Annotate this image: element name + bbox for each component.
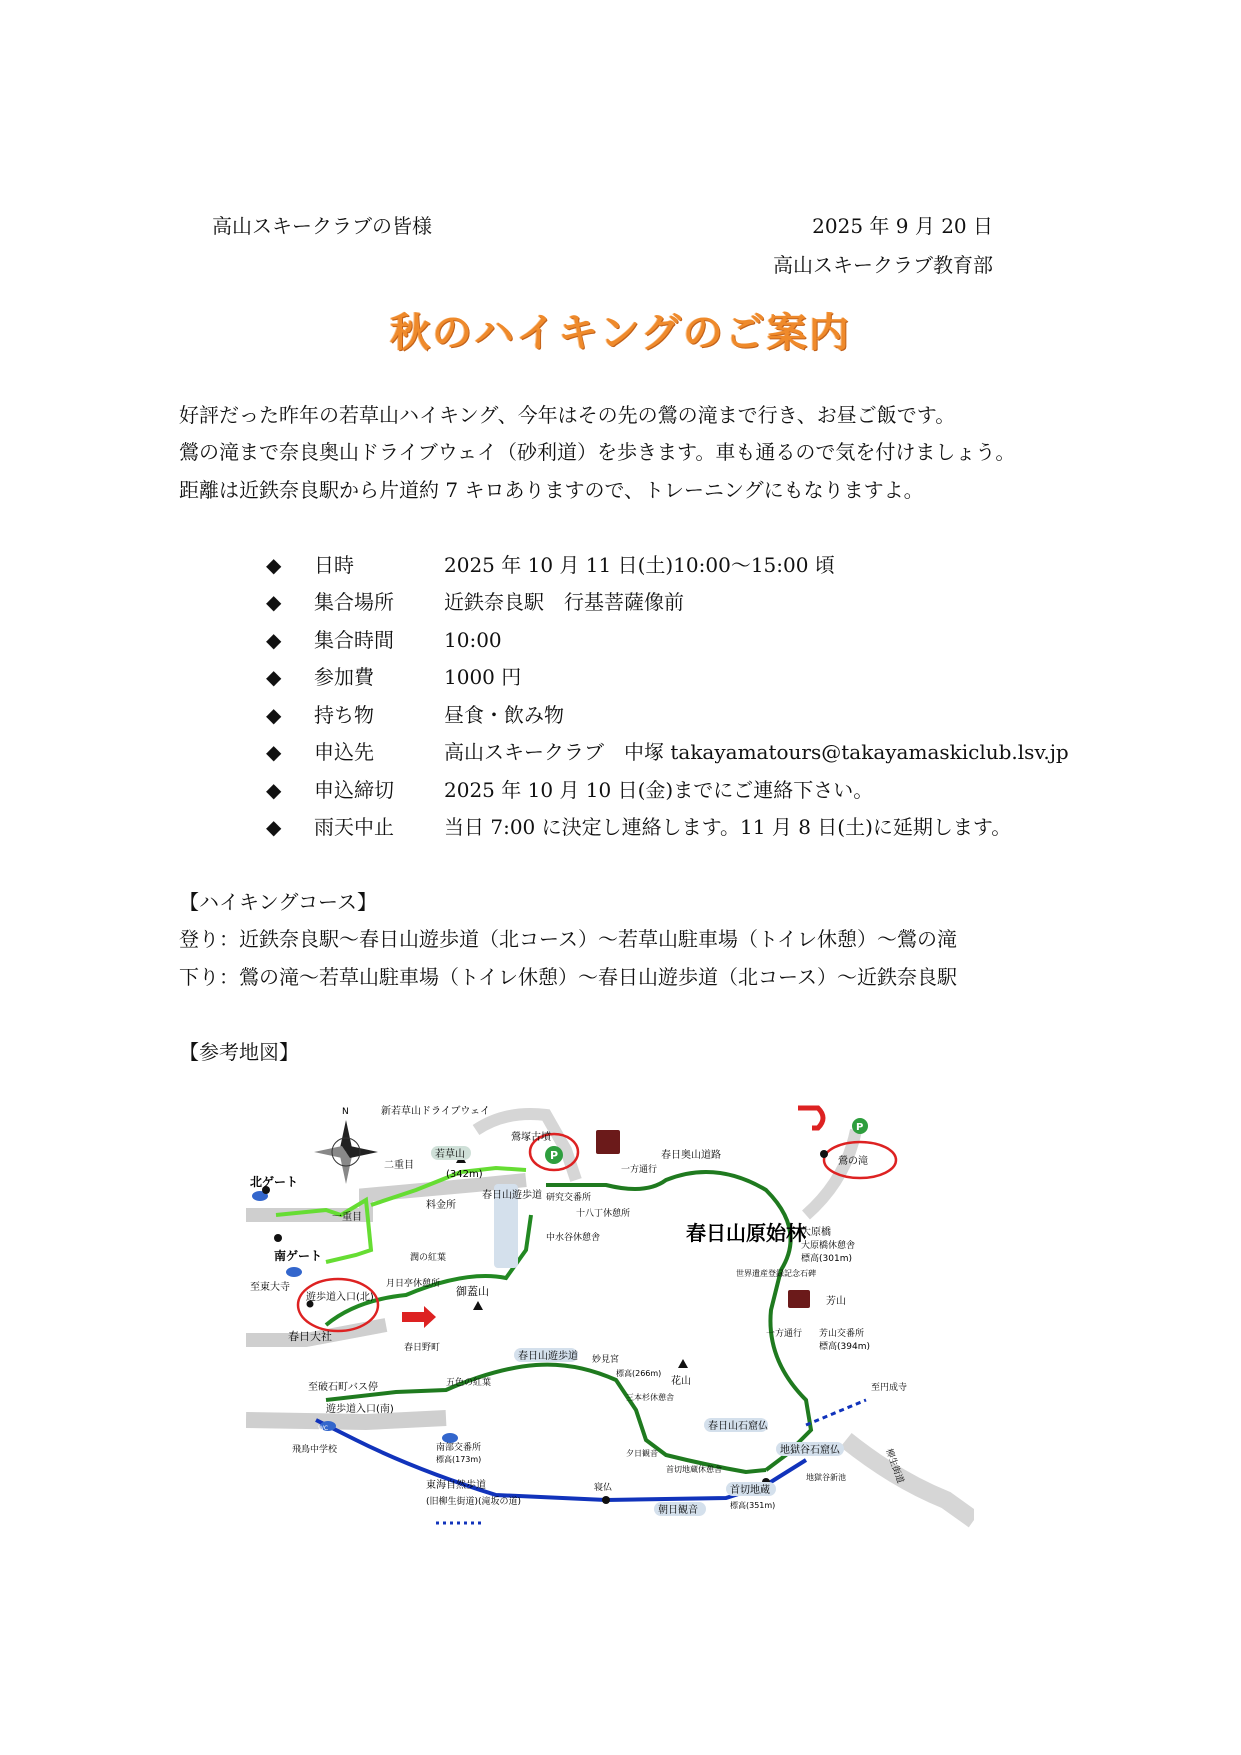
detail-label: 集合場所 — [314, 590, 394, 614]
map-label: 標高(394m) — [819, 1342, 870, 1352]
map-label: 春日奥山道路 — [661, 1150, 721, 1161]
map-label: 世界遺産登録記念石碑 — [736, 1269, 816, 1278]
recipient: 高山スキークラブの皆様 — [212, 214, 432, 238]
map-label: 地獄谷新池 — [806, 1473, 846, 1482]
arrow-right-icon — [402, 1306, 436, 1328]
map-label: 朝日観音 — [658, 1505, 698, 1516]
map-label: 春日山石窟仏 — [708, 1421, 768, 1432]
map-label: 五色の紅葉 — [446, 1378, 492, 1388]
map-label: (旧柳生街道)(滝坂の道) — [426, 1497, 522, 1507]
map-label: 一方通行 — [621, 1165, 658, 1175]
wc-icon — [286, 1267, 302, 1277]
map-label: 春日大社 — [288, 1330, 332, 1343]
map-label: 研究交番所 — [546, 1193, 592, 1203]
detail-value: 当日 7:00 に決定し連絡します。11 月 8 日(土)に延期します。 — [444, 815, 1012, 839]
map-label: 至破石町バス停 — [308, 1382, 378, 1393]
course-heading: 【ハイキングコース】 — [179, 890, 377, 914]
map-label: 新若草山ドライブウェイ — [381, 1106, 490, 1117]
diamond-bullet-icon: ◆ — [266, 740, 282, 764]
map-label: 中水谷休憩舎 — [546, 1233, 601, 1243]
peak-icon — [678, 1359, 688, 1368]
map-label: 月日亭休憩所 — [386, 1279, 441, 1289]
map-label: 飛鳥中学校 — [292, 1445, 338, 1455]
detail-label: 雨天中止 — [314, 815, 394, 839]
detail-value: 昼食・飲み物 — [444, 703, 564, 727]
road-band — [246, 1418, 446, 1422]
map-label: 春日野町 — [404, 1343, 441, 1353]
detail-label: 申込先 — [314, 740, 374, 764]
detail-label: 日時 — [314, 553, 354, 577]
map-label: 寝仏 — [594, 1483, 613, 1493]
date: 2025 年 9 月 20 日 — [812, 214, 993, 238]
diamond-bullet-icon: ◆ — [266, 628, 282, 652]
map-label: 遊歩道入口(北) — [306, 1292, 374, 1303]
map-label: 地獄谷石窟仏 — [780, 1445, 840, 1456]
map-label: 東海自然歩道 — [426, 1480, 486, 1491]
map-label: 標高(351m) — [730, 1501, 776, 1510]
diamond-bullet-icon: ◆ — [266, 553, 282, 577]
wc-label: WC — [318, 1425, 329, 1432]
map-label: 夕日観音 — [626, 1449, 658, 1458]
detail-label: 持ち物 — [314, 703, 374, 727]
course-down: 下り：鶯の滝～若草山駐車場（トイレ休憩）～春日山遊歩道（北コース）～近鉄奈良駅 — [179, 965, 957, 989]
map-label: 料金所 — [426, 1200, 456, 1211]
peak-icon — [473, 1301, 483, 1310]
map-label: 花山 — [671, 1376, 691, 1387]
map-label: 春日山遊歩道 — [482, 1190, 542, 1201]
map-label: 至東大寺 — [250, 1282, 290, 1293]
wc-icon — [442, 1433, 458, 1443]
map-label: 首切地蔵 — [730, 1485, 770, 1496]
map-label: 大原橋 — [801, 1227, 831, 1238]
u-turn-arrow-icon — [798, 1108, 823, 1128]
map-label: 潤の紅葉 — [410, 1253, 447, 1263]
reference-map — [246, 1100, 974, 1570]
map-label: 十八丁休憩所 — [576, 1209, 631, 1219]
page-title: 秋のハイキングのご案内 — [390, 310, 851, 356]
point-icon — [820, 1150, 828, 1158]
map-label: (342m) — [446, 1169, 483, 1180]
intro-line-3: 距離は近鉄奈良駅から片道約 7 キロありますので、トレーニングにもなりますよ。 — [179, 478, 924, 502]
diamond-bullet-icon: ◆ — [266, 590, 282, 614]
intro-line-2: 鶯の滝まで奈良奥山ドライブウェイ（砂利道）を歩きます。車も通るので気を付けましょう。 — [179, 440, 1016, 464]
point-icon — [602, 1496, 610, 1504]
map-label: 北ゲート — [250, 1175, 299, 1189]
car-icon — [788, 1290, 810, 1308]
map-label: 芳山交番所 — [819, 1329, 865, 1339]
map-label: 首切地蔵休憩舎 — [666, 1465, 722, 1474]
compass-icon — [314, 1120, 378, 1184]
map-label: 春日山遊歩道 — [518, 1351, 578, 1362]
map-label: 鶯の滝 — [838, 1156, 868, 1167]
map-label: 標高(266m) — [616, 1369, 662, 1378]
car-icon — [596, 1130, 620, 1154]
detail-label: 申込締切 — [314, 778, 394, 802]
detail-label: 集合時間 — [314, 628, 394, 652]
diamond-bullet-icon: ◆ — [266, 665, 282, 689]
road-band — [846, 1440, 974, 1520]
diamond-bullet-icon: ◆ — [266, 703, 282, 727]
parking-label: P — [550, 1149, 559, 1162]
point-icon — [274, 1234, 282, 1242]
map-label: 大原橋休憩舎 — [801, 1241, 856, 1251]
map-label: 御蓋山 — [456, 1285, 489, 1298]
course-up: 登り：近鉄奈良駅～春日山遊歩道（北コース）～若草山駐車場（トイレ休憩）～鶯の滝 — [179, 927, 957, 951]
detail-value: 2025 年 10 月 10 日(金)までにご連絡下さい。 — [444, 778, 874, 802]
sender: 高山スキークラブ教育部 — [773, 253, 993, 277]
map-label: 三本杉休憩舎 — [626, 1393, 674, 1402]
detail-value: 10:00 — [444, 628, 502, 652]
map-label: 標高(173m) — [436, 1455, 482, 1464]
map-label: 至円成寺 — [871, 1383, 908, 1393]
diamond-bullet-icon: ◆ — [266, 778, 282, 802]
detail-value: 1000 円 — [444, 665, 522, 689]
diamond-bullet-icon: ◆ — [266, 815, 282, 839]
map-label: 南ゲート — [274, 1249, 323, 1263]
map-heading: 【参考地図】 — [179, 1040, 299, 1064]
map-label: 鶯塚古墳 — [511, 1132, 551, 1143]
map-label: 芳山 — [826, 1296, 846, 1307]
parking-label: P — [856, 1122, 864, 1133]
detail-value: 近鉄奈良駅 行基菩薩像前 — [444, 590, 684, 614]
map-label: 春日山原始林 — [686, 1221, 806, 1245]
detail-value: 2025 年 10 月 11 日(土)10:00～15:00 頃 — [444, 553, 835, 577]
map-label: 柳生街道 — [883, 1447, 905, 1485]
intro-line-1: 好評だった昨年の若草山ハイキング、今年はその先の鶯の滝まで行き、お昼ご飯です。 — [179, 403, 956, 427]
map-label: 一方通行 — [766, 1329, 803, 1339]
detail-label: 参加費 — [314, 665, 374, 689]
map-label: 遊歩道入口(南) — [326, 1404, 394, 1415]
map-label: 二重目 — [384, 1160, 414, 1171]
map-label: 若草山 — [435, 1149, 465, 1160]
north-label: N — [342, 1107, 349, 1117]
blue-dashed-route — [806, 1400, 866, 1425]
map-label: 一重目 — [332, 1212, 362, 1223]
map-label: 南部交番所 — [436, 1443, 482, 1453]
map-label: 妙見宮 — [592, 1355, 620, 1365]
map-label: 標高(301m) — [801, 1254, 852, 1264]
detail-value: 高山スキークラブ 中塚 takayamatours@takayamaskiclub.lsv.jp — [444, 740, 1069, 764]
